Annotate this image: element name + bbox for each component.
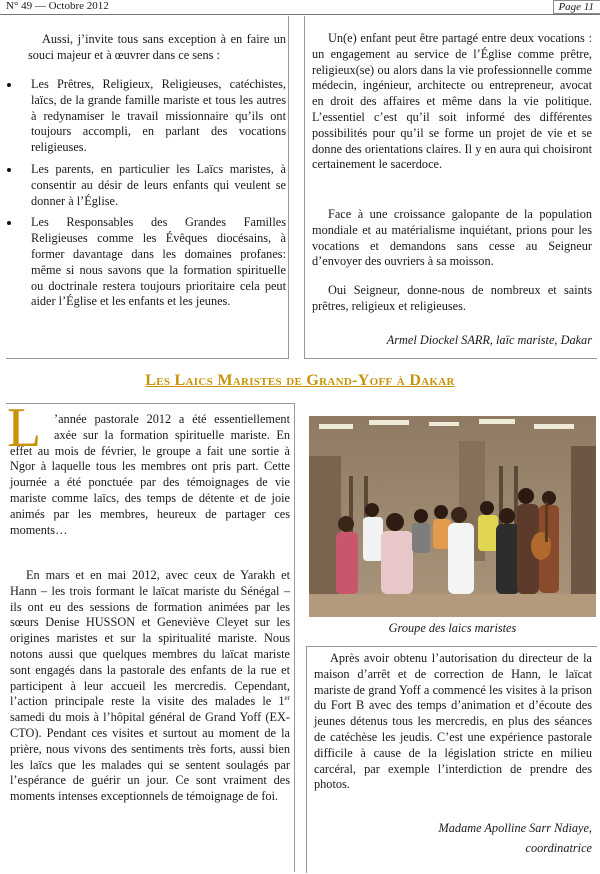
intro-paragraph: Aussi, j’invite tous sans exception à en faire un souci majeur et à œuvrer dans ce sens : [28, 32, 286, 62]
dropcap-space [10, 412, 54, 442]
group-photo-image [309, 416, 596, 617]
article-paragraph-1: ’année pastorale 2012 a été essentiellement axée sur la formation spirituelle mariste. En effet au mois de février, le groupe a fait une sortie à Ngor à laquelle tous les membres ont pris part. Cette journée a été ponctuée par des témoignages de vie mariste comme laïcs, des temps de détente et de joie animés par les membres, heureux de partager ces moments… [10, 412, 290, 537]
issue-label: N° 49 — Octobre 2012 [6, 0, 109, 12]
author-signature: Armel Diockel SARR, laïc mariste, Dakar [386, 333, 592, 347]
group-photo [309, 416, 596, 617]
signature-role: coordinatrice [525, 841, 592, 855]
drop-cap: L [7, 397, 42, 459]
article-paragraph-2: En mars et en mai 2012, avec ceux de Yarakh et Hann – les trois formant le laïcat mariste du Sénégal – ils ont eu des sessions de formation animées par les sœurs Denise HUSSON et Geneviève Cleyet sur les origines maristes et sur la spiritualité mariste. Nous notons aussi que quelques membres du laïcat mariste sont engagés dans la pastorale des enfants de la rue et participent à leur accueil les mercredis. Cependant, l’action principale reste la visite des malades le 1er samedi du mois à l’hôpital général de Grand Yoff (EX-CTO). Pendant ces visites et surtout au moment de la prière, nous vivons des sentiments très forts, aussi bien les laïcs que les malades qui se sentent soulagés par l’espérance de guérir un jour. Ce sont vraiment des moments intenses exceptionnels de témoignage de foi. [10, 568, 290, 804]
closing-paragraph: Oui Seigneur, donne-nous de nombreux et saints prêtres, religieux et religieuses. [312, 283, 592, 313]
photo-caption: Groupe des laics maristes [388, 621, 517, 635]
prison-visit-paragraph: Après avoir obtenu l’autorisation du directeur de la maison d’arrêt et de correction de Hann, le laïcat mariste de grand Yoff a commencé les visites à la prison du Fort B avec des temps d’animation et d’écoute des jeunes détenus tous les mercredis, en plus des séances de catéchèse les jeudis. C’est une expérience pastorale difficile à cause de la législation stricte en milieu carcéral, par exemple l’interdiction de prendre des photos. [314, 651, 592, 792]
coordinator-signature [314, 818, 592, 858]
list-item: Les parents, en particulier les Laïcs maristes, à consentir au désir de leurs enfants qui veulent se donner à l’Église. [6, 162, 286, 209]
prayer-paragraph: Face à une croissance galopante de la population mondiale et au matérialisme inquiétant, prions pour les vocations et demandons sans cesse au Seigneur d’envoyer des ouvriers à sa moisson. [312, 207, 592, 269]
invitation-list [6, 77, 286, 316]
bullet-icon [7, 83, 11, 87]
bullet-icon [7, 221, 11, 225]
page-number: Page 11 [553, 0, 600, 14]
list-item: Les Prêtres, Religieux, Religieuses, catéchistes, laïcs, de la grande famille mariste et tous les autres à redynamiser le travail missionnaire qu’ils ont toujours accompli, en parlant des vocations religieuses. [6, 77, 286, 156]
header-rule [0, 14, 600, 15]
article-title: Les Laics Maristes de Grand-Yoff à Dakar [145, 372, 455, 389]
bullet-icon [7, 168, 11, 172]
list-item: Les Responsables des Grandes Familles Religieuses comme les Évêques diocésains, à former davantage dans les domaines profanes: même si nous savons que la formation spirituelle ou doctrinale restera toujours prioritaire cela peut aider l’Église et les enfants et les jeunes. [6, 215, 286, 310]
vocations-paragraph: Un(e) enfant peut être partagé entre deux vocations : un engagement au service de l’Église comme prêtre, religieux(se) ou alors dans la vie professionnelle comme médecin, ingénieur, architecte ou entrepreneur, avocat en droit des affaires et même dans la vie politique. L’essentiel c’est qu’il soit informé des différentes possibilités pour qu’il se forme un projet de vie et se donne des orientations claires. Il y en aura qui choisiront certainement le sacerdoce. [312, 31, 592, 172]
signature-name: Madame Apolline Sarr Ndiaye, [438, 821, 592, 835]
